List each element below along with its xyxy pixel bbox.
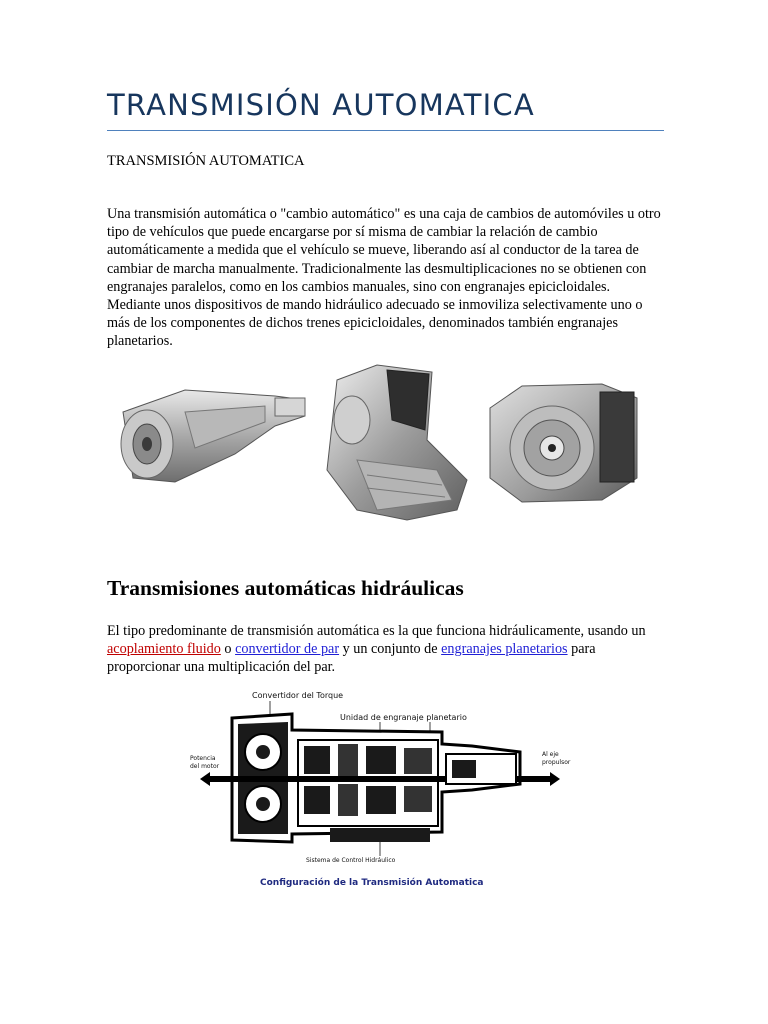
transmission-photo-3 [482,378,642,508]
hydraulic-paragraph [107,622,667,677]
diagram-label-output-shaft-1: Al eje [542,751,559,758]
transmission-photos [107,360,667,525]
diagram-caption: Configuración de la Transmisión Automatica [260,878,484,888]
transmission-photo-2 [317,360,477,525]
section-heading: Transmisiones automáticas hidráulicas [107,576,464,600]
intro-paragraph: Una transmisión automática o "cambio automático" es una caja de cambios de automóviles u otro tipo de vehículos que puede encargarse por sí misma de cambiar la relación de cambio automáticamente a medida que el vehículo se mueve, liberando así al conductor de la tarea de cambiar de marcha manualmente. Tradicionalmente las desmultiplicaciones no se obtienen con engranajes paralelos, como en los cambios manuales, sino con engranajes epicicloidales. Mediante unos dispositivos de mando hidráulico adecuado se inmoviliza selectivamente uno o más de los componentes de dichos trenes epicicloidales, denominados también engranajes planetarios. [107,206,661,350]
diagram-label-hydraulic-control: Sistema de Control Hidráulico [306,857,396,864]
transmission-diagram [180,684,580,894]
page-title: TRANSMISIÓN AUTOMATICA [107,88,535,122]
transmission-photo-1 [115,382,310,492]
para-text-3: y un conjunto de [339,641,442,658]
subtitle: TRANSMISIÓN AUTOMATICA [107,153,305,169]
diagram-label-planetary-unit: Unidad de engranaje planetario [340,713,467,722]
diagram-label-engine-power-1: Potencia [190,755,216,762]
para-text-4: para proporcionar una multiplicación del par. [107,641,596,676]
para-text-2: o [220,641,236,658]
diagram-label-output-shaft-2: propulsor [542,759,571,766]
diagram-label-torque-converter: Convertidor del Torque [252,691,344,700]
title-rule [107,130,664,131]
para-text-1: El tipo predominante de transmisión automática es la que funciona hidráulicamente, usando un [107,623,646,639]
diagram-label-engine-power-2: del motor [190,763,220,770]
link-convertidor-de-par[interactable]: convertidor de par [235,641,340,658]
link-engranajes-planetarios[interactable]: engranajes planetarios [441,641,568,658]
link-acoplamiento-fluido[interactable]: acoplamiento fluido [107,641,221,658]
